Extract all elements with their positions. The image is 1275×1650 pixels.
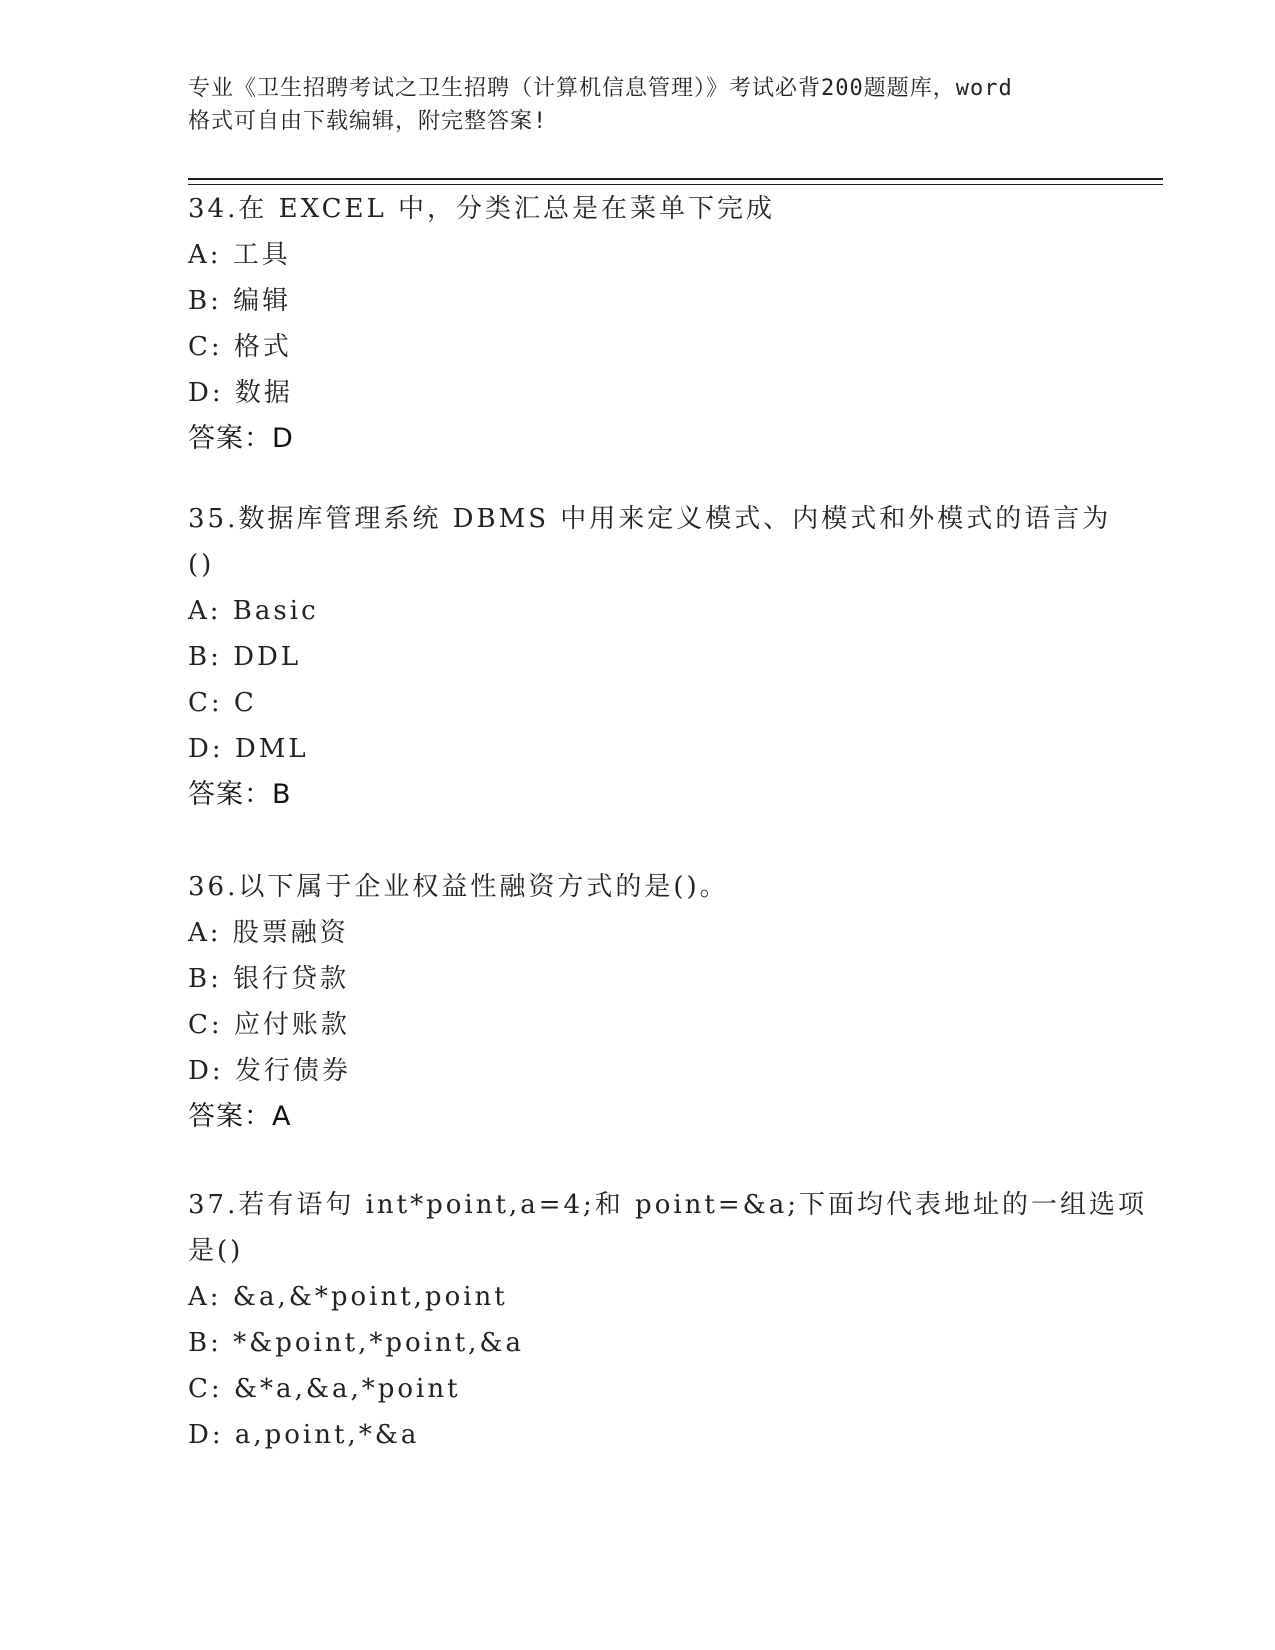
answer: 答案：A [188,1101,292,1132]
question-34 [188,186,1088,462]
question-stem: 37.若有语句 int*point,a=4;和 point=&a;下面均代表地址的一组选项 [188,1190,1148,1220]
option-b: B: *&point,*point,&a [188,1328,525,1358]
question-stem: 34.在 EXCEL 中，分类汇总是在菜单下完成 [188,194,776,224]
answer: 答案：B [188,779,292,810]
question-36 [188,864,1088,1140]
option-c: C: C [188,688,257,718]
header-line-1: 专业《卫生招聘考试之卫生招聘（计算机信息管理）》考试必背200题题库，word [188,76,1013,101]
option-a: A: 股票融资 [188,918,349,948]
option-a: A: 工具 [188,240,291,270]
header-divider-thick [188,178,1163,180]
option-d: D: 发行债券 [188,1056,351,1086]
option-c: C: 应付账款 [188,1010,350,1040]
header-line-2: 格式可自由下载编辑，附完整答案! [188,109,548,134]
option-d: D: a,point,*&a [188,1420,420,1450]
option-d: D: DML [188,734,309,764]
question-stem: 35.数据库管理系统 DBMS 中用来定义模式、内模式和外模式的语言为 [188,504,1112,534]
option-b: B: 编辑 [188,286,292,316]
option-a: A: &a,&*point,point [188,1282,508,1312]
option-b: B: 银行贷款 [188,964,350,994]
option-b: B: DDL [188,642,302,672]
question-37 [188,1182,1148,1458]
option-d: D: 数据 [188,378,293,408]
question-stem-continued: 是() [188,1236,244,1266]
question-stem: 36.以下属于企业权益性融资方式的是()。 [188,872,729,902]
header-divider-thin [188,184,1163,185]
question-stem-continued: () [188,550,215,580]
option-c: C: 格式 [188,332,292,362]
question-35 [188,496,1112,818]
option-c: C: &*a,&a,*point [188,1374,461,1404]
option-a: A: Basic [188,596,319,626]
answer: 答案：D [188,423,294,454]
document-header [188,72,1088,138]
